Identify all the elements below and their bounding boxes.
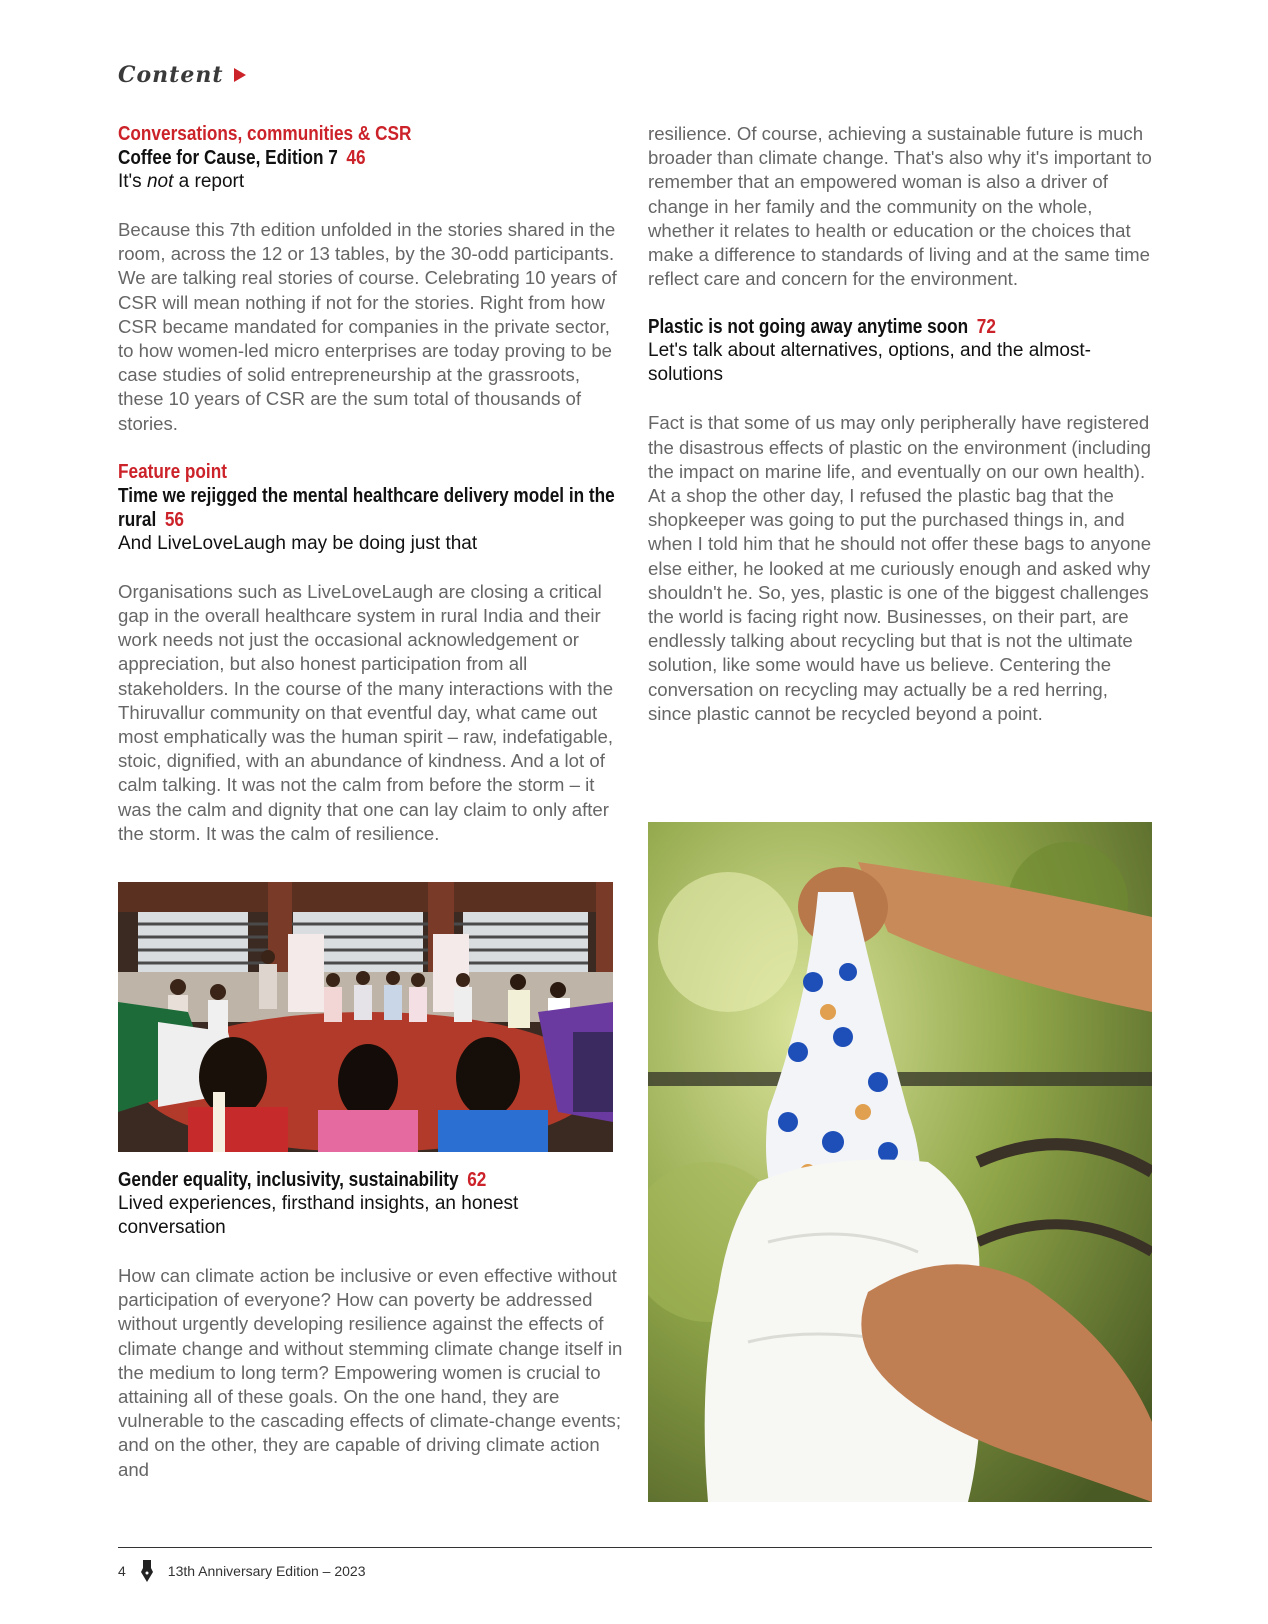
play-arrow-icon	[234, 68, 246, 82]
section-body: How can climate action be inclusive or even effective without participation of everyone? How can poverty be addressed without urgently developing resilience against the effects of climate change and without stemming climate change itself in the medium to long term? Empowering women is crucial to attaining all of these goals. On the one hand, they are vulnerable to the cascading effects of climate-change events; and on the other, they are capable of driving climate action and	[118, 1265, 623, 1480]
left-column-lower	[118, 1168, 623, 1482]
page-reference[interactable]: 72	[976, 316, 996, 339]
section-body: Fact is that some of us may only peripherally have registered the disastrous effects of plastic on the environment (including the impact on marine life, and eventually on our own health). At a shop the other day, I refused the plastic bag that the shopkeeper was going to put the purchased things in, and when I told him that he should not offer these bags to anyone else either, he looked at me curiously enough and asked why shouldn't he. So, yes, plastic is one of the biggest challenges the world is facing right now. Businesses, on their part, are endlessly talking about recycling but that is not the ultimate solution, like some would have us believe. Centering the conversation on recycling may actually be a red herring, since plastic cannot be recycled beyond a point.	[648, 412, 1152, 724]
section-subtitle: Let's talk about alternatives, options, and the almost-solutions	[648, 340, 1091, 386]
subtitle-part: It's	[118, 171, 147, 192]
right-column	[648, 122, 1153, 726]
left-column	[118, 122, 623, 846]
section-title-text: Plastic is not going away anytime soon	[648, 316, 969, 339]
section-title-text: Coffee for Cause, Edition 7	[118, 147, 338, 169]
section-subtitle	[118, 170, 623, 194]
continued-body: resilience. Of course, achieving a sustainable future is much broader than climate change. That's also why it's important to remember that an empowered woman is also a driver of change in her family and the community on the whole, whether it relates to health or education or the choices that make a difference to standards of living and at the same time reflect care and concern for the environment.	[648, 123, 1152, 290]
section-subtitle: Lived experiences, firsthand insights, an honest conversation	[118, 1193, 519, 1238]
content-header	[118, 62, 246, 88]
page-footer	[118, 1560, 366, 1582]
section-title	[118, 1168, 622, 1192]
subtitle-part: a report	[173, 171, 245, 192]
page-reference[interactable]: 62	[467, 1169, 487, 1191]
section-title	[648, 315, 1152, 339]
section-title	[118, 484, 622, 532]
page-reference[interactable]: 56	[164, 508, 184, 531]
section-plastic	[648, 315, 1153, 726]
fountain-pen-icon	[140, 1560, 154, 1582]
footer-divider	[118, 1547, 1152, 1548]
subtitle-emphasis: not	[146, 171, 174, 192]
section-gender-equality	[118, 1168, 623, 1482]
cloth-bag-photo	[648, 822, 1152, 1502]
section-kicker: Conversations, communities & CSR	[118, 123, 412, 145]
section-coffee-for-cause	[118, 122, 623, 436]
page-number: 4	[118, 1563, 126, 1579]
community-meeting-photo	[118, 882, 613, 1152]
section-kicker: Feature point	[118, 460, 227, 483]
section-body: Organisations such as LiveLoveLaugh are closing a critical gap in the overall healthcare system in rural India and their work needs not just the occasional acknowledgement or appreciation, but also honest participation from all stakeholders. In the course of the many interactions with the Thiruvallur community on that eventful day, what came out most emphatically was the human spirit – raw, indefatigable, stoic, dignified, with an abundance of kindness. And a lot of calm talking. It was not the calm from before the storm – it was the calm and dignity that one can lay claim to only after the storm. It was the calm of resilience.	[118, 580, 614, 844]
page-reference[interactable]: 46	[346, 147, 366, 169]
section-feature-point	[118, 460, 623, 846]
section-title-text: Gender equality, inclusivity, sustainability	[118, 1169, 459, 1191]
header-title: Content	[118, 62, 224, 88]
section-title	[118, 146, 622, 170]
section-subtitle: And LiveLoveLaugh may be doing just that	[118, 532, 478, 554]
section-title-text: Time we rejigged the mental healthcare delivery model in the rural	[118, 484, 615, 531]
section-body: Because this 7th edition unfolded in the stories shared in the room, across the 12 or 13 tables, by the 30-odd participants. We are talking real stories of course. Celebrating 10 years of CSR will mean nothing if not for the stories. Right from how CSR became mandated for companies in the private sector, to how women-led micro enterprises are today proving to be case studies of solid entrepreneurship at the grassroots, these 10 years of CSR are the sum total of thousands of stories.	[118, 219, 617, 434]
edition-label: 13th Anniversary Edition – 2023	[167, 1563, 366, 1579]
